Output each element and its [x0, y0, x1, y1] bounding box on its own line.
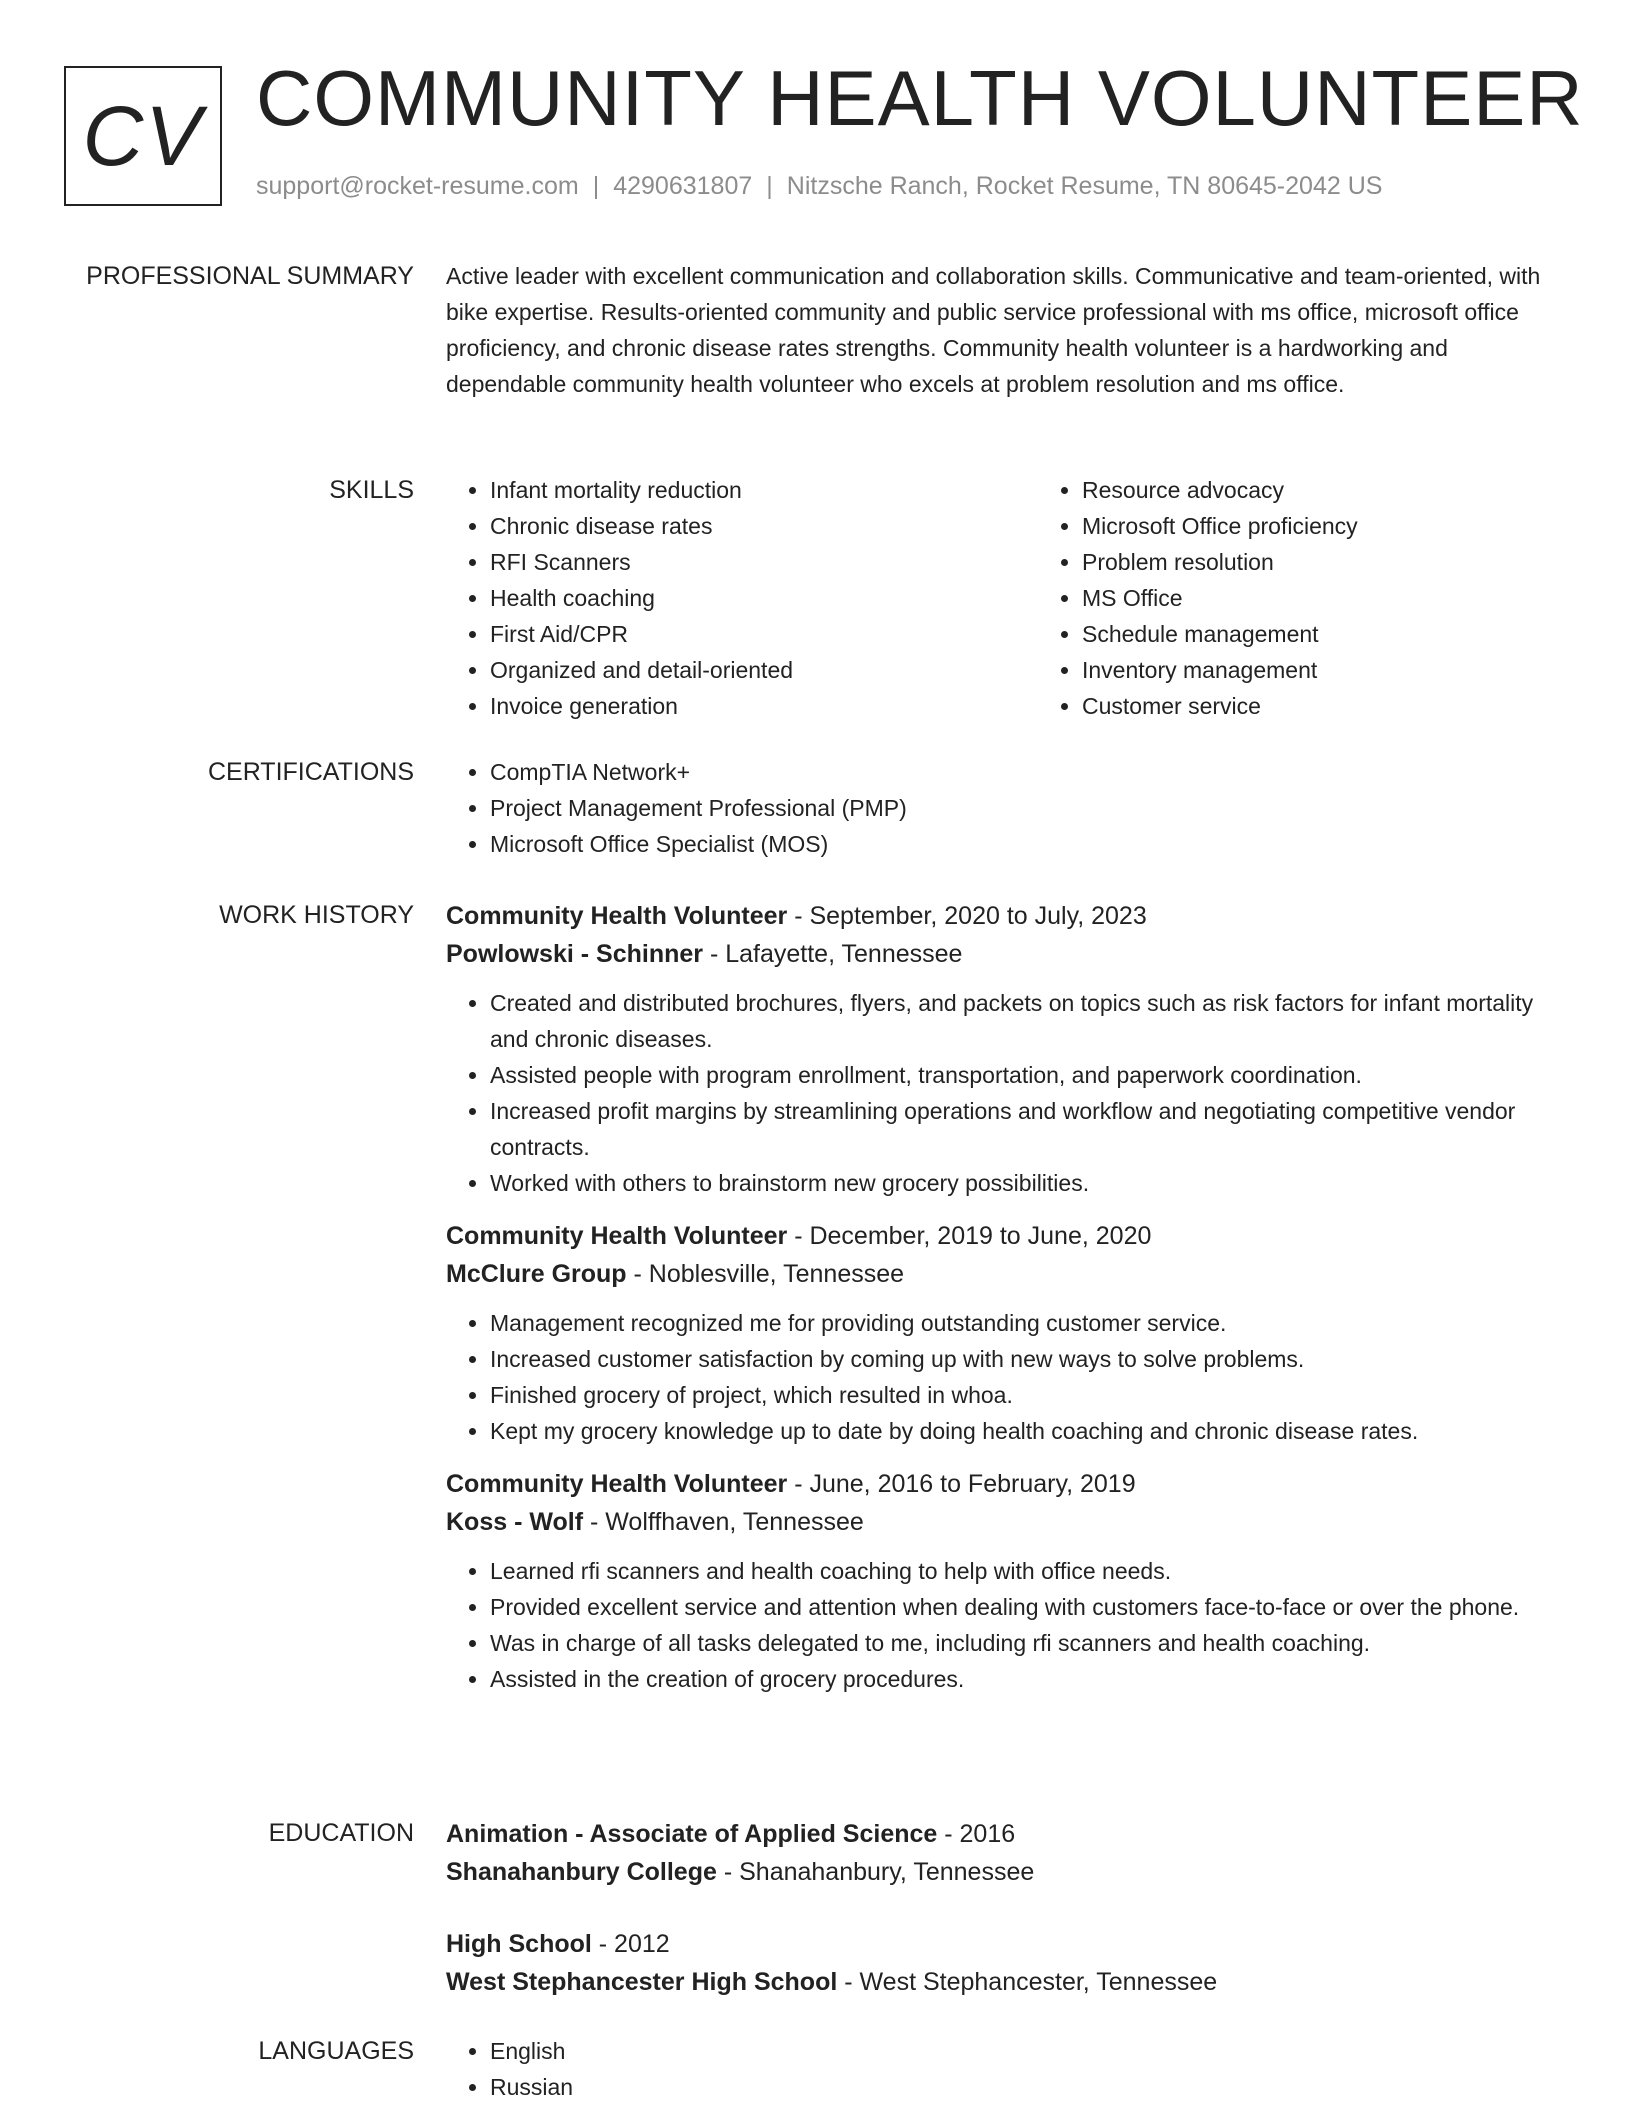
section-label-certifications: CERTIFICATIONS — [207, 758, 414, 786]
job-title-line: Community Health Volunteer - September, 2020 to July, 2023 — [446, 902, 1147, 930]
skill-item: • Customer service — [1082, 688, 1630, 724]
education-school-line: West Stephancester High School - West Stephancester, Tennessee — [446, 1968, 1218, 1996]
skill-item: • MS Office — [1082, 580, 1630, 616]
language-item: • Russian — [490, 2069, 1556, 2105]
job-bullet: • Was in charge of all tasks delegated to me, including rfi scanners and health coaching. — [490, 1625, 1556, 1661]
job-bullet: • Created and distributed brochures, flyers, and packets on topics such as risk factors for infant mortality and chronic diseases. — [490, 985, 1556, 1057]
job-company-line: McClure Group - Noblesville, Tennessee — [446, 1260, 905, 1288]
job-dates: December, 2019 to June, 2020 — [809, 1222, 1152, 1250]
contact-separator: | — [592, 172, 600, 200]
skills-body — [446, 472, 1556, 724]
job-company: McClure Group — [446, 1260, 627, 1288]
section-label-languages: LANGUAGES — [258, 2037, 414, 2065]
education-year: 2016 — [959, 1820, 1016, 1848]
contact-phone[interactable]: 4290631807 — [613, 172, 753, 200]
job-bullets — [446, 1553, 1556, 1697]
resume-name: COMMUNITY HEALTH VOLUNTEER — [256, 54, 1584, 142]
skill-item: • Resource advocacy — [1082, 472, 1630, 508]
section-label-skills: SKILLS — [329, 476, 414, 504]
job-bullets — [446, 1305, 1556, 1449]
job-bullets — [446, 985, 1556, 1201]
contact-separator: | — [766, 172, 773, 200]
certifications-list — [446, 754, 1556, 862]
skill-item: • Microsoft Office proficiency — [1082, 508, 1630, 544]
monogram-box — [64, 66, 222, 206]
section-label-education: EDUCATION — [268, 1819, 414, 1847]
skill-item: • Chronic disease rates — [490, 508, 1038, 544]
languages-body — [446, 2033, 1556, 2105]
education-school: Shanahanbury College — [446, 1858, 717, 1886]
job-location: Wolffhaven, Tennessee — [605, 1508, 864, 1536]
job-company-line: Powlowski - Schinner - Lafayette, Tennessee — [446, 940, 963, 968]
job-title-line: Community Health Volunteer - June, 2016 to February, 2019 — [446, 1470, 1136, 1498]
skill-item: • Organized and detail-oriented — [490, 652, 1038, 688]
job-bullet: • Kept my grocery knowledge up to date by doing health coaching and chronic disease rates. — [490, 1413, 1556, 1449]
skills-list-left — [446, 472, 1038, 724]
job-company: Koss - Wolf — [446, 1508, 584, 1536]
education-school-line: Shanahanbury College - Shanahanbury, Tennessee — [446, 1858, 1035, 1886]
job-title: Community Health Volunteer — [446, 1470, 788, 1498]
education-location: West Stephancester, Tennessee — [859, 1968, 1218, 1996]
monogram: CV — [82, 89, 204, 183]
education-year: 2012 — [614, 1930, 670, 1958]
summary-text: Active leader with excellent communication and collaboration skills. Communicative and team-oriented, with bike expertise. Results-oriented community and public service professional with ms office, microsoft office proficiency, and chronic disease rates strengths. Community health volunteer is a hardworking and dependable community health volunteer who excels at problem resolution and ms office. — [446, 263, 1541, 397]
skill-item: • Health coaching — [490, 580, 1038, 616]
skill-item: • Problem resolution — [1082, 544, 1630, 580]
education-entry — [446, 1815, 1556, 1891]
job-bullet: • Provided excellent service and attention when dealing with customers face-to-face or over the phone. — [490, 1589, 1556, 1625]
skill-item: • RFI Scanners — [490, 544, 1038, 580]
job-entry — [446, 897, 1556, 1201]
certification-item: • Microsoft Office Specialist (MOS) — [490, 826, 1556, 862]
certification-item: • CompTIA Network+ — [490, 754, 1556, 790]
job-bullet: • Learned rfi scanners and health coaching to help with office needs. — [490, 1553, 1556, 1589]
job-bullet: • Management recognized me for providing outstanding customer service. — [490, 1305, 1556, 1341]
contact-address: Nitzsche Ranch, Rocket Resume, TN 80645-2042 US — [786, 172, 1383, 200]
education-body — [446, 1815, 1556, 2035]
skill-item: • First Aid/CPR — [490, 616, 1038, 652]
contact-line — [256, 172, 1382, 201]
education-school: West Stephancester High School — [446, 1968, 838, 1996]
language-item: • English — [490, 2033, 1556, 2069]
job-location: Noblesville, Tennessee — [648, 1260, 905, 1288]
contact-email[interactable]: support@rocket-resume.com — [256, 172, 579, 200]
job-title: Community Health Volunteer — [446, 1222, 788, 1250]
job-dates: September, 2020 to July, 2023 — [809, 902, 1147, 930]
skill-item: • Infant mortality reduction — [490, 472, 1038, 508]
job-bullet: • Increased profit margins by streamlining operations and workflow and negotiating competitive vendor contracts. — [490, 1093, 1556, 1165]
education-degree-line: Animation - Associate of Applied Science - 2016 — [446, 1820, 1016, 1848]
section-label-work-history: WORK HISTORY — [219, 901, 414, 929]
skill-item: • Schedule management — [1082, 616, 1630, 652]
job-company: Powlowski - Schinner — [446, 940, 703, 968]
skill-item: • Invoice generation — [490, 688, 1038, 724]
job-bullet: • Worked with others to brainstorm new grocery possibilities. — [490, 1165, 1556, 1201]
education-degree: Animation - Associate of Applied Science — [446, 1820, 938, 1848]
education-entry — [446, 1925, 1556, 2001]
job-location: Lafayette, Tennessee — [725, 940, 963, 968]
skill-item: • Inventory management — [1082, 652, 1630, 688]
job-bullet: • Finished grocery of project, which resulted in whoa. — [490, 1377, 1556, 1413]
education-degree-line: High School - 2012 — [446, 1930, 670, 1958]
skills-list-right — [1038, 472, 1630, 724]
job-entry — [446, 1465, 1556, 1697]
certification-item: • Project Management Professional (PMP) — [490, 790, 1556, 826]
certifications-body — [446, 754, 1556, 862]
summary-body — [446, 258, 1556, 402]
job-title: Community Health Volunteer — [446, 902, 788, 930]
job-bullet: • Assisted people with program enrollment, transportation, and paperwork coordination. — [490, 1057, 1556, 1093]
education-location: Shanahanbury, Tennessee — [739, 1858, 1035, 1886]
job-entry — [446, 1217, 1556, 1449]
job-dates: June, 2016 to February, 2019 — [809, 1470, 1136, 1498]
section-label-summary: PROFESSIONAL SUMMARY — [86, 262, 414, 290]
job-title-line: Community Health Volunteer - December, 2019 to June, 2020 — [446, 1222, 1152, 1250]
job-bullet: • Assisted in the creation of grocery procedures. — [490, 1661, 1556, 1697]
languages-list — [446, 2033, 1556, 2105]
education-degree: High School — [446, 1930, 592, 1958]
work-history-body — [446, 897, 1556, 1713]
job-bullet: • Increased customer satisfaction by coming up with new ways to solve problems. — [490, 1341, 1556, 1377]
job-company-line: Koss - Wolf - Wolffhaven, Tennessee — [446, 1508, 864, 1536]
